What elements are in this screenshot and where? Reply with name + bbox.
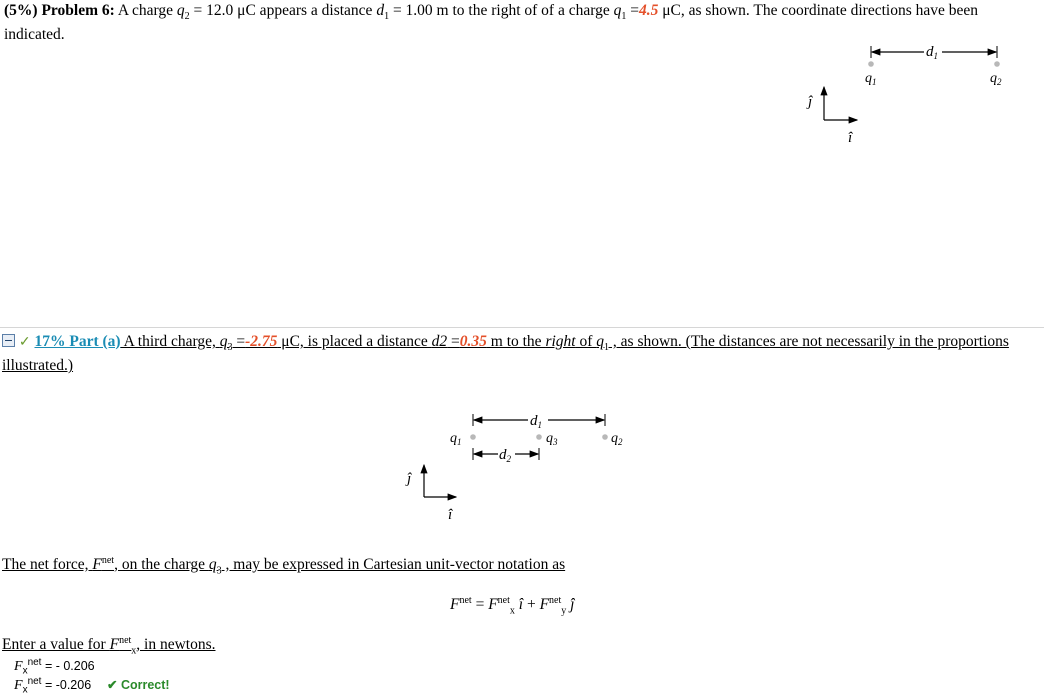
eq-equals: =	[471, 596, 489, 614]
eq-Fy: F	[539, 596, 550, 614]
q1-label: $q_1$	[865, 71, 877, 87]
graded-value: = -0.206	[41, 678, 92, 693]
j-hat-label: ĵ	[808, 94, 813, 110]
eq-i-hat: î	[514, 596, 524, 614]
graded-sub: x	[22, 684, 28, 696]
eq-Fy-sub: y	[561, 605, 567, 617]
F-net-superscript: net	[101, 555, 115, 566]
graded-answer	[14, 676, 91, 696]
eq-Fx-sup: net	[497, 595, 510, 606]
netforce-text-c: , may be expressed in Cartesian unit-vector notation as	[221, 556, 566, 574]
diagram-charges-2	[398, 405, 638, 530]
d1-symbol: d	[376, 2, 385, 19]
q2-label-2: $q_2$	[611, 431, 623, 447]
enter-text-b: , in newtons.	[136, 636, 216, 654]
part-a-label[interactable]: 17% Part (a)	[34, 333, 121, 350]
q1-dot	[868, 61, 874, 67]
net-force-statement	[2, 555, 565, 576]
enter-F-sub: x	[131, 645, 137, 657]
problem-statement	[4, 2, 1034, 44]
eq-plus: +	[523, 596, 540, 614]
q3-label: $q_3$	[546, 431, 558, 447]
i-hat-label-2: î	[448, 507, 453, 523]
eq-Fx: F	[488, 596, 498, 614]
right-word: right	[545, 333, 576, 350]
problem-text-b: = 12.0 μC appears a distance	[189, 2, 377, 19]
problem-text-d: =	[626, 2, 639, 19]
enter-F-sup: net	[119, 635, 132, 646]
eq-Fx-sub: x	[509, 605, 515, 617]
enter-text-a: Enter a value for	[2, 636, 110, 654]
problem-label: Problem 6:	[41, 2, 115, 19]
correct-check-icon: ✔	[107, 678, 118, 692]
correct-label: Correct!	[120, 678, 170, 692]
part-a-text-d: =	[447, 333, 460, 350]
answer-sup: net	[27, 657, 42, 668]
part-a-statement	[2, 333, 1032, 375]
q2-symbol: q	[176, 2, 185, 19]
F-symbol: F	[92, 556, 102, 574]
enter-F-symbol: F	[109, 636, 120, 654]
problem-text-c: = 1.00 m to the right of of a charge	[389, 2, 614, 19]
q1-label-2: $q_1$	[450, 431, 462, 447]
q1-subscript: 1	[621, 11, 627, 23]
q3-symbol-2: q	[208, 556, 217, 574]
enter-prompt	[2, 635, 216, 656]
part-a-text-g: , as shown. (The distances are not necessarily in the proportions illustrated.)	[2, 333, 1009, 375]
graded-sup: net	[27, 676, 42, 687]
q3-subscript: 3	[227, 342, 233, 354]
correct-feedback	[107, 677, 170, 692]
q1-symbol: q	[613, 2, 622, 19]
diagram-charges-1	[800, 40, 1020, 155]
part-a-text-f: of	[575, 333, 597, 350]
d2-symbol: d2	[431, 333, 448, 350]
q3-subscript-2: 3	[216, 565, 222, 577]
vector-equation	[450, 595, 574, 616]
q2-dot-2	[602, 434, 608, 440]
d1-label: $d_1$	[926, 44, 938, 61]
q3-value: -2.75	[245, 333, 278, 350]
collapse-icon[interactable]	[2, 334, 15, 347]
problem-text-a: A charge	[117, 2, 177, 19]
netforce-text-b: , on the charge	[114, 556, 209, 574]
submitted-answer	[14, 657, 95, 677]
q1-dot-2	[470, 434, 476, 440]
part-a-text-a: A third charge,	[120, 333, 220, 350]
problem-text-e: μC, as shown. The coordinate directions have been indicated.	[4, 2, 979, 44]
part-a-text-e: m to the	[486, 333, 546, 350]
q1-value: 4.5	[638, 2, 659, 19]
d1-label-2: $d_1$	[530, 413, 542, 430]
d2-value: 0.35	[459, 333, 487, 350]
part-a-text-c: μC, is placed a distance	[277, 333, 432, 350]
eq-lhs-F: F	[450, 596, 460, 614]
part-a-text-b: =	[232, 333, 246, 350]
d1-subscript: 1	[384, 11, 390, 23]
graded-F-symbol: F	[14, 678, 23, 694]
eq-j-hat: ĵ	[566, 596, 575, 614]
divider	[0, 327, 1044, 328]
q3-symbol: q	[219, 333, 228, 350]
answer-value: = - 0.206	[41, 659, 95, 674]
eq-lhs-sup: net	[459, 595, 472, 606]
eq-Fy-sup: net	[549, 595, 562, 606]
q1-symbol-2: q	[596, 333, 605, 350]
problem-weight: (5%)	[4, 2, 38, 19]
check-icon: ✓	[18, 335, 31, 350]
q3-dot	[536, 434, 542, 440]
i-hat-label: î	[848, 130, 853, 146]
j-hat-label-2: ĵ	[407, 471, 412, 487]
d2-label: $d_2$	[499, 447, 511, 464]
q2-subscript: 2	[184, 11, 190, 23]
q2-dot	[994, 61, 1000, 67]
q1-subscript-2: 1	[604, 342, 610, 354]
q2-label: $q_2$	[990, 71, 1002, 87]
answer-sub: x	[22, 665, 28, 677]
answer-F-symbol: F	[14, 659, 23, 675]
netforce-text-a: The net force,	[2, 556, 93, 574]
